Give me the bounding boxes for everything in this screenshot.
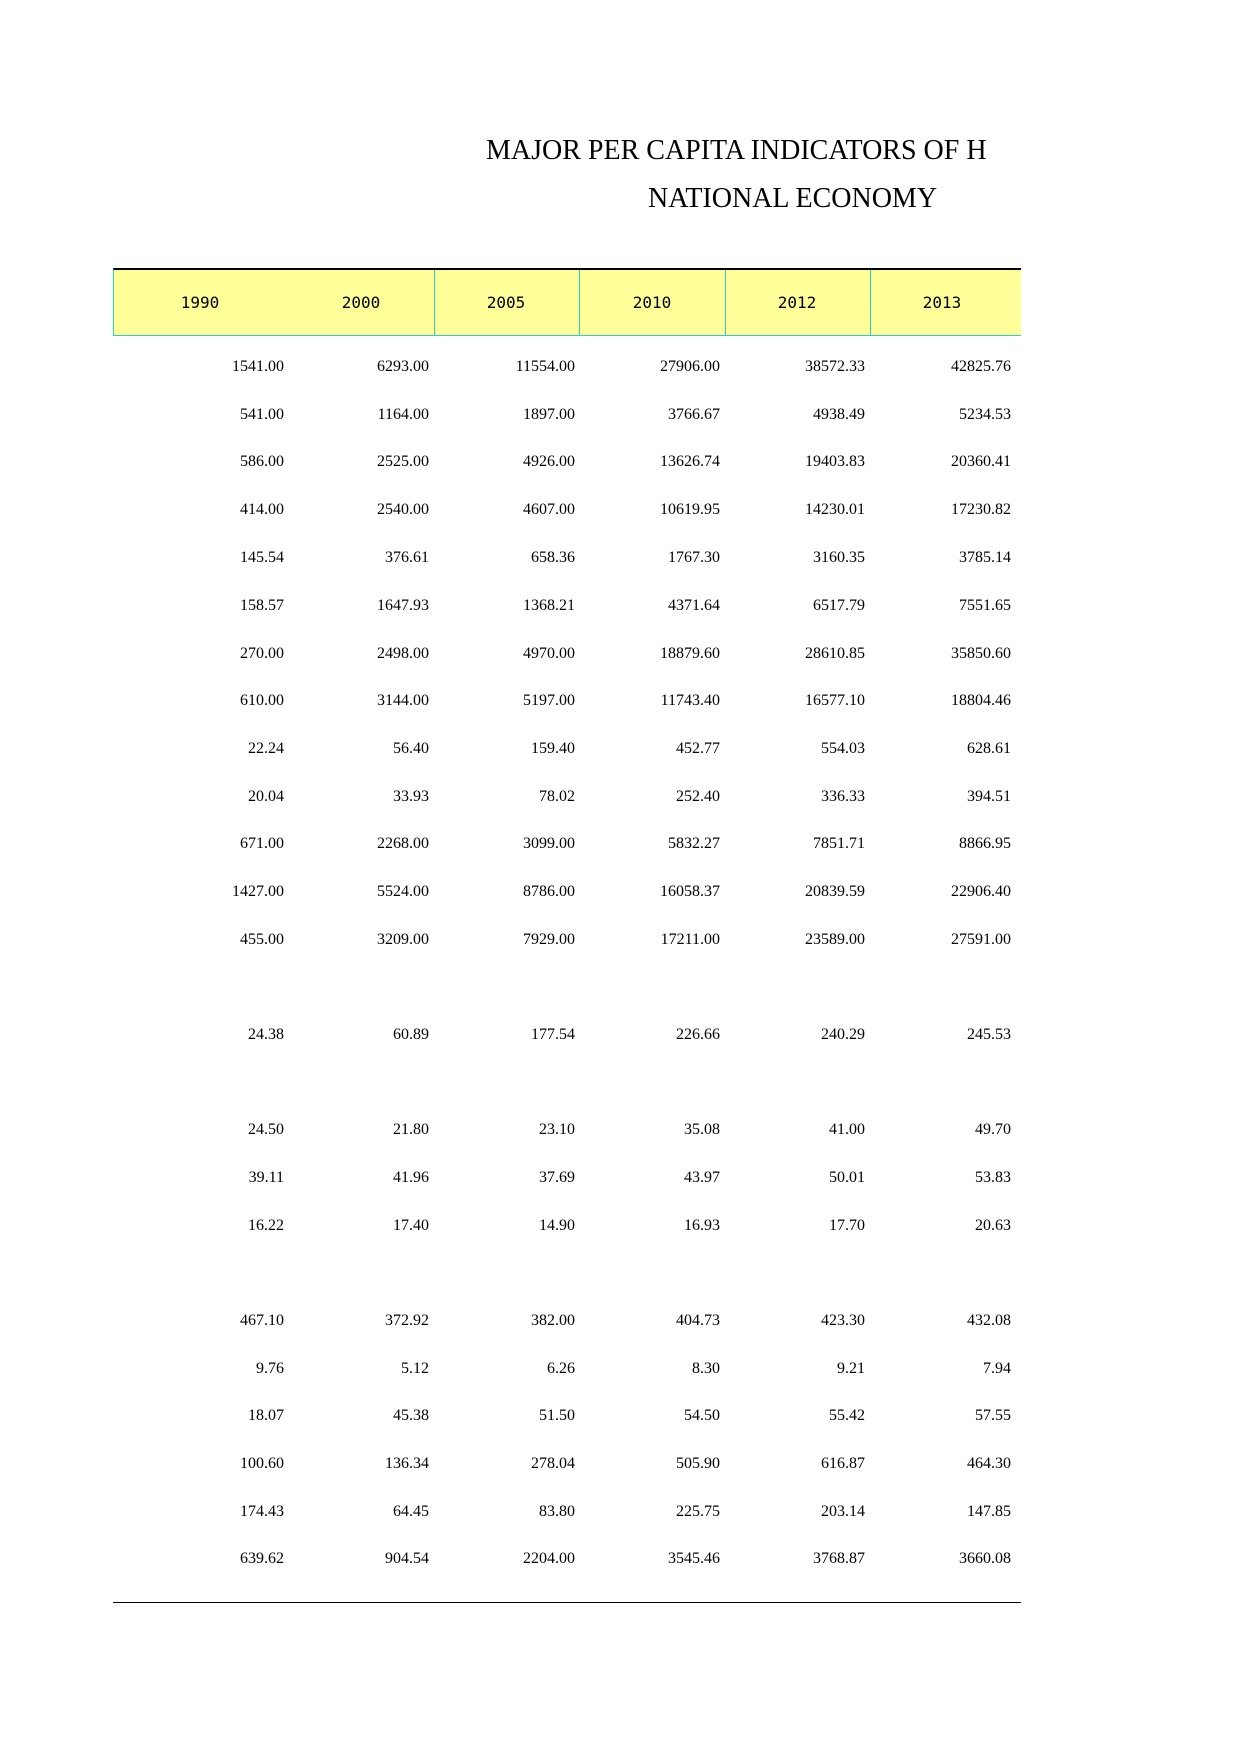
table-cell-2000: 904.54 [385,1550,429,1567]
table-cell-2005: 5197.00 [523,692,575,709]
table-cell-2012: 55.42 [829,1407,865,1424]
indicators-table [113,268,1021,1604]
table-cell-1990: 586.00 [240,453,284,470]
table-cell-2005: 3099.00 [523,835,575,852]
table-cell-1990: 639.62 [240,1550,284,1567]
table-cell-2005: 37.69 [539,1169,575,1186]
table-cell-2013: 20360.41 [951,453,1011,470]
table-cell-1990: 18.07 [248,1407,284,1424]
table-cell-2000: 372.92 [385,1312,429,1329]
table-cell-1990: 174.43 [240,1503,284,1520]
table-cell-2013: 53.83 [975,1169,1011,1186]
table-cell-1990: 455.00 [240,931,284,948]
table-cell-2005: 4970.00 [523,645,575,662]
table-cell-2013: 5234.53 [959,406,1011,423]
table-cell-1990: 671.00 [240,835,284,852]
table-cell-2005: 6.26 [547,1360,575,1377]
table-cell-1990: 20.04 [248,788,284,805]
table-cell-2012: 9.21 [837,1360,865,1377]
table-bottom-rule [113,1602,1021,1603]
table-cell-1990: 16.22 [248,1217,284,1234]
table-cell-2010: 1767.30 [668,549,720,566]
header-separator [434,270,435,336]
table-cell-2000: 2525.00 [377,453,429,470]
table-cell-2010: 27906.00 [660,358,720,375]
table-cell-2010: 17211.00 [660,931,720,948]
table-cell-2013: 7551.65 [959,597,1011,614]
table-cell-2000: 1164.00 [377,406,429,423]
table-cell-2010: 18879.60 [660,645,720,662]
table-cell-2005: 8786.00 [523,883,575,900]
table-cell-1990: 414.00 [240,501,284,518]
table-cell-2000: 56.40 [393,740,429,757]
table-cell-2012: 16577.10 [805,692,865,709]
header-separator [579,270,580,336]
table-cell-2013: 49.70 [975,1121,1011,1138]
table-cell-2005: 78.02 [539,788,575,805]
table-cell-2010: 8.30 [692,1360,720,1377]
table-cell-2000: 21.80 [393,1121,429,1138]
table-cell-2000: 2498.00 [377,645,429,662]
table-cell-1990: 1541.00 [232,358,284,375]
column-header-1990: 1990 [180,293,220,312]
table-cell-2010: 11743.40 [660,692,720,709]
page-title-line-2: NATIONAL ECONOMY [648,183,938,214]
table-cell-2000: 5.12 [401,1360,429,1377]
table-cell-2013: 7.94 [983,1360,1011,1377]
table-cell-2010: 13626.74 [660,453,720,470]
table-cell-2000: 376.61 [385,549,429,566]
table-cell-2005: 4607.00 [523,501,575,518]
table-cell-2010: 505.90 [676,1455,720,1472]
table-cell-2013: 20.63 [975,1217,1011,1234]
table-cell-2000: 60.89 [393,1026,429,1043]
table-cell-1990: 9.76 [256,1360,284,1377]
table-cell-2012: 240.29 [821,1026,865,1043]
table-cell-2013: 27591.00 [951,931,1011,948]
table-cell-2005: 1897.00 [523,406,575,423]
table-cell-2010: 452.77 [676,740,720,757]
table-cell-1990: 1427.00 [232,883,284,900]
table-cell-2000: 17.40 [393,1217,429,1234]
table-cell-1990: 100.60 [240,1455,284,1472]
table-cell-2012: 19403.83 [805,453,865,470]
table-cell-2013: 394.51 [967,788,1011,805]
table-cell-1990: 145.54 [240,549,284,566]
table-header [113,268,1021,336]
table-cell-2005: 4926.00 [523,453,575,470]
table-cell-1990: 610.00 [240,692,284,709]
table-cell-2012: 7851.71 [813,835,865,852]
table-cell-2000: 3209.00 [377,931,429,948]
column-header-2005: 2005 [486,293,526,312]
table-cell-1990: 39.11 [248,1169,284,1186]
table-cell-2010: 3766.67 [668,406,720,423]
table-cell-2005: 7929.00 [523,931,575,948]
table-cell-2000: 2540.00 [377,501,429,518]
table-cell-2012: 336.33 [821,788,865,805]
table-cell-2010: 43.97 [684,1169,720,1186]
table-cell-2012: 4938.49 [813,406,865,423]
table-cell-2013: 35850.60 [951,645,1011,662]
table-cell-2012: 554.03 [821,740,865,757]
table-cell-2010: 4371.64 [668,597,720,614]
table-cell-1990: 270.00 [240,645,284,662]
column-header-2010: 2010 [632,293,672,312]
table-cell-2005: 2204.00 [523,1550,575,1567]
table-cell-1990: 24.38 [248,1026,284,1043]
table-cell-1990: 24.50 [248,1121,284,1138]
column-header-2013: 2013 [922,293,962,312]
table-cell-2000: 41.96 [393,1169,429,1186]
table-cell-2005: 11554.00 [515,358,575,375]
table-cell-2000: 45.38 [393,1407,429,1424]
table-cell-2013: 42825.76 [951,358,1011,375]
table-cell-2012: 3768.87 [813,1550,865,1567]
table-cell-2012: 203.14 [821,1503,865,1520]
table-cell-2012: 50.01 [829,1169,865,1186]
table-cell-2013: 147.85 [967,1503,1011,1520]
table-cell-2010: 252.40 [676,788,720,805]
table-cell-2012: 14230.01 [805,501,865,518]
table-cell-2013: 464.30 [967,1455,1011,1472]
table-cell-2010: 404.73 [676,1312,720,1329]
table-cell-2005: 51.50 [539,1407,575,1424]
table-cell-1990: 541.00 [240,406,284,423]
table-cell-2013: 432.08 [967,1312,1011,1329]
column-header-2000: 2000 [341,293,381,312]
table-cell-2012: 23589.00 [805,931,865,948]
table-cell-2010: 16058.37 [660,883,720,900]
table-cell-2010: 225.75 [676,1503,720,1520]
table-cell-2013: 245.53 [967,1026,1011,1043]
table-cell-2012: 6517.79 [813,597,865,614]
column-header-2012: 2012 [777,293,817,312]
table-cell-2005: 177.54 [531,1026,575,1043]
table-cell-2010: 5832.27 [668,835,720,852]
table-cell-2005: 83.80 [539,1503,575,1520]
table-cell-2013: 17230.82 [951,501,1011,518]
table-cell-2013: 628.61 [967,740,1011,757]
table-cell-2013: 22906.40 [951,883,1011,900]
table-cell-2005: 23.10 [539,1121,575,1138]
table-cell-2012: 423.30 [821,1312,865,1329]
table-cell-2000: 1647.93 [377,597,429,614]
table-cell-2000: 3144.00 [377,692,429,709]
table-cell-2013: 18804.46 [951,692,1011,709]
table-cell-2010: 3545.46 [668,1550,720,1567]
table-cell-2010: 10619.95 [660,501,720,518]
table-cell-2005: 159.40 [531,740,575,757]
table-cell-2005: 658.36 [531,549,575,566]
table-cell-2012: 3160.35 [813,549,865,566]
table-cell-2012: 28610.85 [805,645,865,662]
table-cell-1990: 158.57 [240,597,284,614]
table-cell-2012: 41.00 [829,1121,865,1138]
table-cell-1990: 467.10 [240,1312,284,1329]
table-cell-2013: 8866.95 [959,835,1011,852]
table-cell-2000: 64.45 [393,1503,429,1520]
table-cell-2013: 57.55 [975,1407,1011,1424]
table-cell-2005: 14.90 [539,1217,575,1234]
table-cell-2000: 5524.00 [377,883,429,900]
table-cell-2010: 226.66 [676,1026,720,1043]
table-cell-2000: 2268.00 [377,835,429,852]
table-cell-2012: 616.87 [821,1455,865,1472]
table-cell-2010: 54.50 [684,1407,720,1424]
table-cell-2012: 20839.59 [805,883,865,900]
table-cell-2012: 38572.33 [805,358,865,375]
table-cell-2005: 382.00 [531,1312,575,1329]
table-cell-2000: 6293.00 [377,358,429,375]
table-cell-2000: 33.93 [393,788,429,805]
table-cell-2005: 1368.21 [523,597,575,614]
header-separator [870,270,871,336]
table-cell-2013: 3785.14 [959,549,1011,566]
table-cell-2010: 16.93 [684,1217,720,1234]
table-cell-1990: 22.24 [248,740,284,757]
page-title-line-1: MAJOR PER CAPITA INDICATORS OF H [486,135,987,166]
table-cell-2000: 136.34 [385,1455,429,1472]
table-cell-2012: 17.70 [829,1217,865,1234]
table-cell-2013: 3660.08 [959,1550,1011,1567]
header-separator [725,270,726,336]
table-cell-2010: 35.08 [684,1121,720,1138]
table-cell-2005: 278.04 [531,1455,575,1472]
